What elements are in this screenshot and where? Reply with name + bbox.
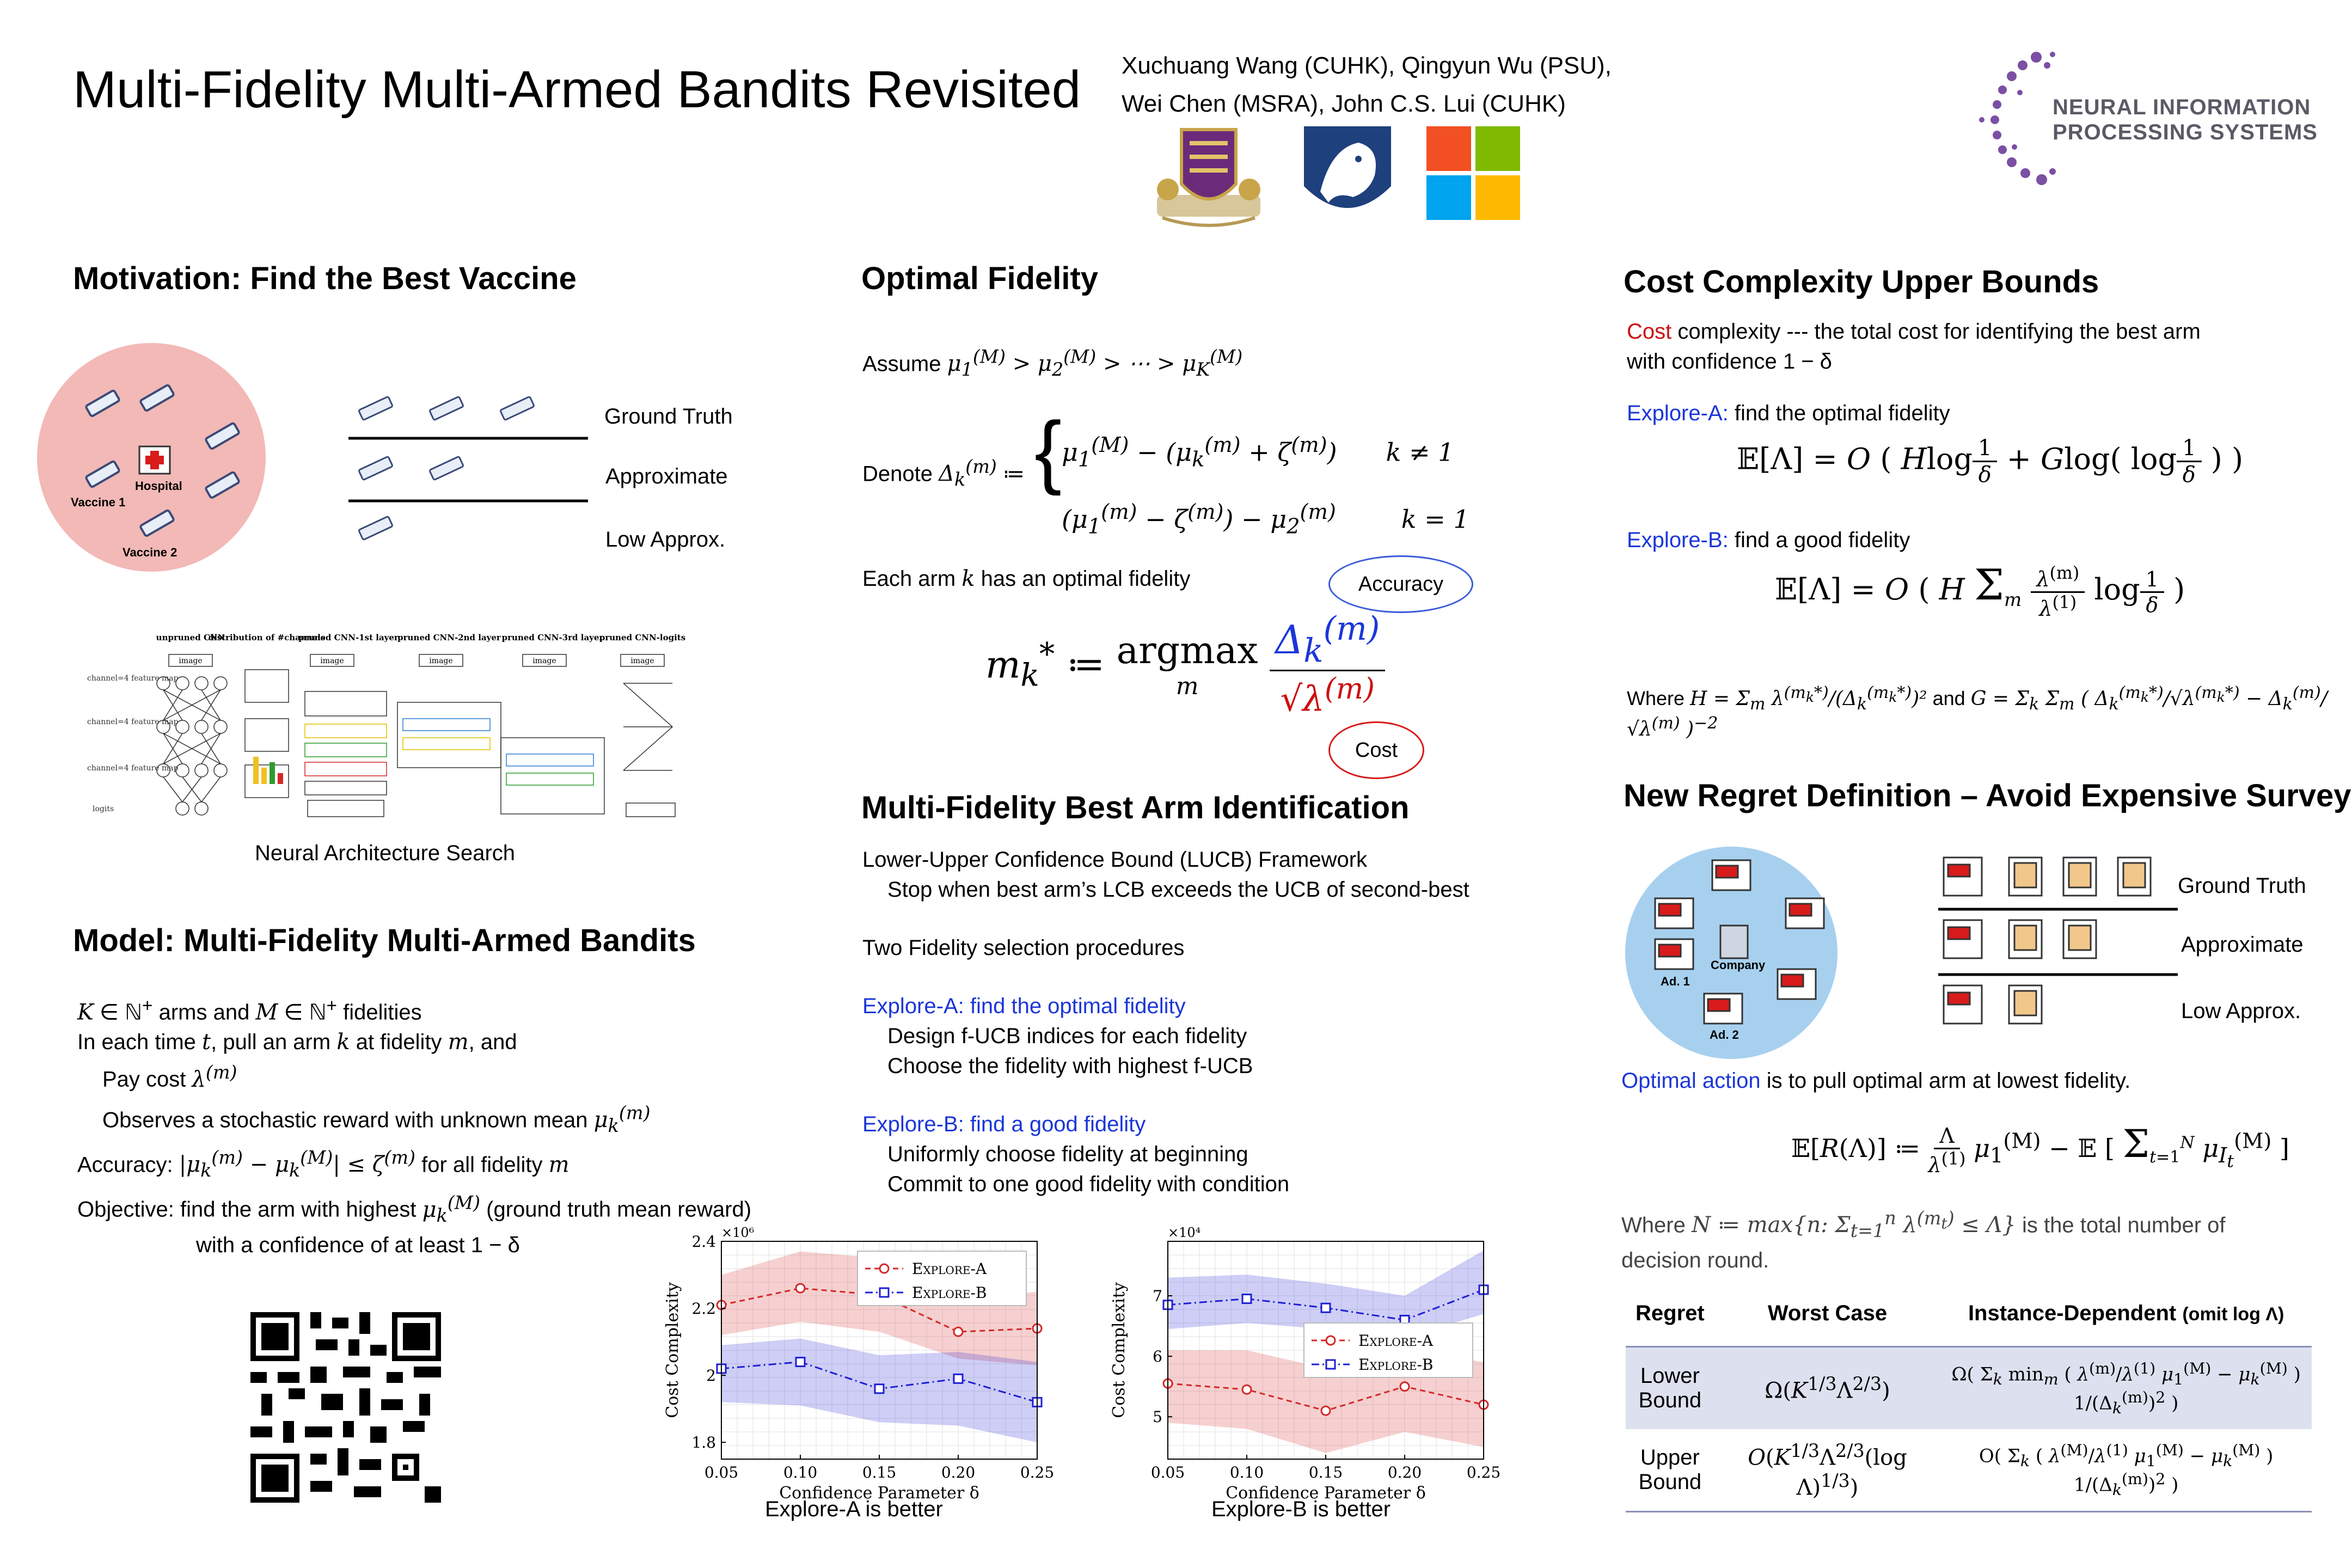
data-point	[796, 1358, 805, 1367]
level-low-approx: Low Approx.	[605, 528, 726, 552]
x-tick-label: 0.05	[1150, 1463, 1185, 1481]
optimal-action-line: Optimal action is to pull optimal arm at lowest fidelity.	[1621, 1069, 2131, 1093]
x-tick-label: 0.15	[1308, 1463, 1343, 1481]
legend-marker	[880, 1264, 889, 1273]
model-line-7: with a confidence of at least 1 − δ	[196, 1233, 520, 1257]
y-tick-label: 2	[706, 1367, 716, 1385]
model-line-4: Observes a stochastic reward with unknown mean $\mu_k^{(m)}$	[102, 1102, 651, 1136]
qr-code[interactable]	[250, 1312, 441, 1503]
x-tick-label: 0.25	[1466, 1463, 1501, 1481]
nas-image-label: image	[179, 657, 203, 665]
data-point	[1321, 1406, 1330, 1415]
nas-header: distribution of #channels	[208, 633, 326, 642]
y-tick-label: 1.8	[691, 1434, 716, 1452]
microsoft-logo	[1426, 126, 1520, 220]
ad2-label: Ad. 2	[1710, 1028, 1739, 1042]
upper-instance: O( $\Sigma_k$ ( $\lambda^{(M)}/\lambda^{(1)}$ $\mu_1^{(M)} - \mu_k^{(M)}$ ) $1/(\Delta_k^{(m)})^2$ )	[1940, 1429, 2312, 1512]
neurips-swirl-icon	[1971, 44, 2063, 191]
where-n-line: Where N ≔ max{n: $\Sigma_{t=1}^n$ $\lambda^{(m_t)} \le \Lambda$} is the total number of decision round.	[1621, 1208, 2226, 1273]
model-line-3: Pay cost $\lambda^{(m)}$	[102, 1062, 237, 1092]
regret-heading: New Regret Definition – Avoid Expensive Survey	[1624, 778, 2351, 813]
assume-line: Assume $\mu_1^{(M)} > \mu_2^{(M)}$ > ⋯ > $\mu_K^{(M)}$	[862, 346, 1243, 381]
denote-label: Denote $\Delta_k^{(m)}$ ≔	[862, 456, 1025, 491]
motivation-heading: Motivation: Find the Best Vaccine	[73, 261, 577, 296]
y-tick-label: 6	[1153, 1347, 1162, 1366]
nas-header: pruned CNN-1st layer	[298, 633, 399, 642]
vaccine2-label: Vaccine 2	[122, 546, 177, 559]
x-tick-label: 0.15	[862, 1463, 897, 1481]
y-tick-label: 5	[1153, 1408, 1162, 1426]
mfbai-body: Lower-Upper Confidence Bound (LUCB) Framework Stop when best arm’s LCB exceeds the UCB of second-best Two Fidelity selection procedures Explore-A: find the optimal fidelity Design f-UCB indices for each fidelity Choose the fidelity with highest f-UCB Explore-B: find a good fidelity Uniformly choose fidelity at beginning Commit to one good fidelity with condition	[862, 848, 1469, 1196]
x-axis-label: Confidence Parameter δ	[779, 1484, 979, 1503]
x-axis-label: Confidence Parameter δ	[1226, 1484, 1426, 1503]
explore-a-bound-formula: 𝔼[Λ] = O ( Hlog $\frac{1}{\delta}$ + Glog( log $\frac{1}{\delta}$ ) )	[1737, 436, 2244, 487]
regret-bounds-table	[1626, 1281, 2312, 1512]
y-multiplier: ×10⁶	[721, 1225, 755, 1240]
vaccine-fidelity-rows	[348, 387, 599, 566]
model-heading: Model: Multi-Fidelity Multi-Armed Bandits	[73, 923, 696, 958]
y-axis-label: Cost Complexity	[663, 1282, 682, 1418]
nas-image-label: image	[630, 657, 654, 665]
table-row	[1626, 1429, 2312, 1512]
ad-level-low-approx: Low Approx.	[2181, 999, 2301, 1023]
data-point	[1400, 1382, 1409, 1391]
row-label-upper: Upper Bound	[1626, 1429, 1714, 1512]
x-tick-label: 0.10	[1229, 1463, 1264, 1481]
level-ground-truth: Ground Truth	[604, 405, 733, 428]
pennstate-logo	[1304, 126, 1391, 224]
accuracy-bubble: Accuracy	[1328, 555, 1473, 613]
row-label-lower: Lower Bound	[1626, 1347, 1714, 1430]
nas-header: pruned CNN-logits	[599, 633, 686, 642]
y-tick-label: 2.4	[691, 1233, 716, 1251]
nas-left-label: channel=4 feature map	[87, 718, 179, 726]
data-point	[875, 1385, 884, 1393]
nas-left-label: logits	[93, 805, 114, 813]
ad1-label: Ad. 1	[1661, 975, 1690, 988]
nas-image-label: image	[320, 657, 344, 665]
nas-left-label: channel=4 feature map	[87, 764, 179, 773]
table-header-row	[1626, 1281, 2312, 1347]
hospital-label: Hospital	[135, 479, 182, 493]
nas-image-label: image	[429, 657, 453, 665]
legend-marker	[880, 1288, 889, 1297]
brace-symbol: {	[1034, 405, 1062, 496]
ad-level-ground-truth: Ground Truth	[2178, 874, 2306, 898]
th-regret: Regret	[1626, 1281, 1714, 1347]
th-instance: Instance-Dependent (omit log Λ)	[1940, 1281, 2312, 1347]
authors-line-2: Wei Chen (MSRA), John C.S. Lui (CUHK)	[1122, 90, 1566, 117]
y-tick-label: 7	[1153, 1287, 1162, 1305]
legend-label: Explore-A	[912, 1260, 987, 1278]
vaccine1-label: Vaccine 1	[71, 495, 126, 509]
data-point	[1242, 1385, 1251, 1394]
x-tick-label: 0.05	[704, 1463, 739, 1481]
lower-instance: Ω( $\Sigma_k$ $\min_m$ ( $\lambda^{(m)}/\lambda^{(1)}$ $\mu_1^{(M)} - \mu_k^{(M)}$ ) $1/(\Delta_k^{(m)})^2$ )	[1940, 1347, 2312, 1430]
model-line-6: Objective: find the arm with highest $\mu_k^{(M)}$ (ground truth mean reward)	[77, 1192, 752, 1226]
cuhk-logo	[1157, 124, 1260, 233]
explore-b-bound-formula: 𝔼[Λ] = O ( H $\Sigma_m$ $\frac{\lambda^{(m)}}{\lambda^{(1)}}$ log $\frac{1}{\delta}$ )	[1775, 561, 2185, 621]
cost-intro: Cost complexity --- the total cost for identifying the best arm with confidence 1 − δ	[1627, 320, 2201, 373]
y-axis-label: Cost Complexity	[1110, 1282, 1129, 1418]
explore-a-bound-label: Explore-A: find the optimal fidelity	[1627, 401, 1950, 425]
legend-label: Explore-B	[1358, 1356, 1434, 1374]
legend-label: Explore-B	[912, 1284, 987, 1302]
upper-worst-case: $O(K^{1/3}\Lambda^{2/3}(\log$ Λ)$^{1/3}$)	[1714, 1429, 1941, 1512]
mfbai-heading: Multi-Fidelity Best Arm Identification	[861, 790, 1410, 825]
nas-image-label: image	[532, 657, 556, 665]
chart-explore-a-better	[656, 1220, 1055, 1519]
data-point	[954, 1327, 963, 1336]
ad-fidelity-rows	[1938, 849, 2178, 1045]
author-list	[1122, 47, 1612, 123]
data-point	[1321, 1303, 1330, 1312]
argmax-formula: $m_k^*$ ≔ argmax m $\frac{\Delta_k^{(m)}}{√\lambda^{(m)}}$	[985, 610, 1385, 720]
nas-caption: Neural Architecture Search	[255, 841, 516, 865]
nas-header: pruned CNN-2nd layer	[397, 633, 501, 642]
chart1-caption: Explore-A is better	[765, 1497, 943, 1521]
nas-diagram	[87, 632, 691, 838]
model-line-2: In each time t, pull an arm k at fidelity m, and	[77, 1030, 517, 1055]
each-arm-line: Each arm k has an optimal fidelity	[862, 566, 1191, 591]
authors-line-1: Xuchuang Wang (CUHK), Qingyun Wu (PSU),	[1122, 52, 1612, 79]
model-line-1: K ∈ ℕ+ arms and M ∈ ℕ+ fidelities	[77, 996, 422, 1025]
nas-header: unpruned CNN	[156, 633, 225, 642]
x-tick-label: 0.25	[1020, 1463, 1055, 1481]
y-multiplier: ×10⁴	[1168, 1225, 1201, 1240]
x-tick-label: 0.20	[1387, 1463, 1422, 1481]
neurips-wordmark: NEURAL INFORMATION PROCESSING SYSTEMS	[2053, 95, 2318, 144]
legend-marker	[1326, 1336, 1335, 1345]
nas-left-label: channel=4 feature map	[87, 674, 179, 683]
optimal-fidelity-heading: Optimal Fidelity	[861, 261, 1099, 296]
cost-bounds-heading: Cost Complexity Upper Bounds	[1624, 264, 2099, 299]
delta-cases: $\mu_1^{(M)} - (\mu_k^{(m)} + \zeta^{(m)}) k \ne 1$ $(\mu_1^{(m)} - \zeta^{(m)}) - \mu_2^{(m)}$ k = 1	[1062, 433, 1469, 539]
chart2-caption: Explore-B is better	[1211, 1497, 1391, 1521]
regret-definition-formula: 𝔼[R(Λ)] ≔ $\frac{\Lambda}{\lambda^{(1)}}$ $\mu_1^{(M)}$ − 𝔼 [ $\Sigma_{t=1}^N$ $\mu_{I_t}^{(M)}$ ]	[1791, 1122, 2289, 1177]
x-tick-label: 0.10	[783, 1463, 818, 1481]
data-point	[954, 1374, 963, 1383]
poster-title: Multi-Fidelity Multi-Armed Bandits Revisited	[73, 60, 1081, 119]
company-label: Company	[1711, 958, 1766, 972]
chart-explore-b-better	[1102, 1220, 1501, 1519]
data-point	[1242, 1295, 1251, 1303]
y-tick-label: 2.2	[691, 1300, 716, 1318]
vaccine-hospital-illustration	[48, 338, 255, 577]
x-tick-label: 0.20	[941, 1463, 976, 1481]
where-h-g: Where $H = \Sigma_m$ $\lambda^{(m_k*)}/(\Delta_k^{(m_k*)})^2$ and $G = \Sigma_k$ $\Sigma_m$ ( $\Delta_k^{(m_k*)}/√\lambda^{(m_k*)} - \Delta_k^{(m)}/√\lambda^{(m)}$ )$^{-2}$	[1627, 683, 2328, 741]
model-line-5: Accuracy: $|\mu_k^{(m)} - \mu_k^{(M)}| \le \zeta^{(m)}$ for all fidelity m	[77, 1147, 569, 1181]
nas-header: pruned CNN-3rd layer	[501, 633, 604, 642]
table-row	[1626, 1347, 2312, 1430]
th-worst-case: Worst Case	[1714, 1281, 1941, 1347]
level-approximate: Approximate	[605, 464, 728, 488]
lower-worst-case: $\Omega(K^{1/3}\Lambda^{2/3})$	[1714, 1347, 1941, 1430]
explore-b-bound-label: Explore-B: find a good fidelity	[1627, 528, 1910, 552]
legend-label: Explore-A	[1358, 1332, 1434, 1350]
cost-bubble: Cost	[1328, 721, 1424, 779]
ad-level-approximate: Approximate	[2181, 933, 2304, 957]
legend-marker	[1326, 1360, 1335, 1369]
data-point	[796, 1284, 805, 1293]
